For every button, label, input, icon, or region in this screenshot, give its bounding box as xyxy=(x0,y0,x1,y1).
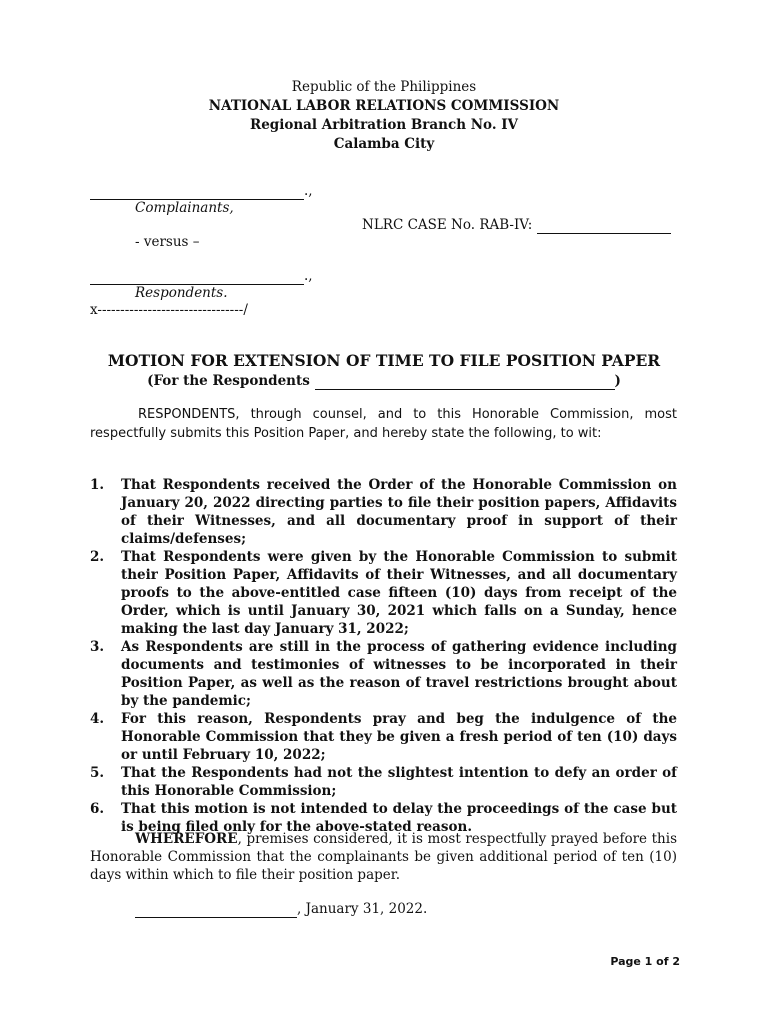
list-item xyxy=(90,548,677,638)
list-item-number: 1. xyxy=(90,477,105,493)
respondents-label: Respondents. xyxy=(135,285,228,301)
subtitle-prefix: (For the Respondents xyxy=(147,373,310,389)
list-item xyxy=(90,764,677,800)
wherefore-rest: , premises considered, it is most respectfully prayed before this Honorable Commission that the complainants be given additional period of ten (10) days within which to file their position paper. xyxy=(90,831,677,883)
list-item-number: 4. xyxy=(90,711,105,727)
header-republic: Republic of the Philippines xyxy=(291,79,477,95)
complainants-line xyxy=(90,182,313,200)
complainants-label: Complainants, xyxy=(135,200,234,216)
respondents-line xyxy=(90,267,313,285)
header-branch: Regional Arbitration Branch No. IV xyxy=(249,117,519,133)
case-number-blank xyxy=(537,219,671,234)
list-item-text: That Respondents were given by the Honorable Commission to submit their Position Paper, Affidavits of their Witnesses, and all documentary proofs to the above-entitled case fifteen (10) days from receipt of the Order, which is until January 30, 2021 which falls on a Sunday, hence making the last day January 31, 2022; xyxy=(121,549,677,637)
numbered-list xyxy=(90,476,677,836)
intro-paragraph: RESPONDENTS, through counsel, and to this Honorable Commission, most respectfully submits this Position Paper, and hereby state the following, to wit: xyxy=(90,407,677,441)
respondents-blank xyxy=(90,270,304,285)
dateline xyxy=(135,900,427,918)
case-number-label: NLRC CASE No. RAB-IV: xyxy=(362,217,533,233)
list-item xyxy=(90,638,677,710)
dateline-date: , January 31, 2022. xyxy=(297,901,428,917)
list-item-number: 3. xyxy=(90,639,105,655)
respondents-suffix: ., xyxy=(304,268,313,284)
motion-title: MOTION FOR EXTENSION OF TIME TO FILE POSITION PAPER xyxy=(107,351,661,370)
header-city: Calamba City xyxy=(333,136,435,152)
list-item-number: 5. xyxy=(90,765,105,781)
list-item-text: That Respondents received the Order of the Honorable Commission on January 20, 2022 directing parties to file their position papers, Affidavits of their Witnesses, and all documentary proof in support of their claims/defenses; xyxy=(121,477,677,547)
list-item-text: That the Respondents had not the slightest intention to defy an order of this Honorable Commission; xyxy=(121,765,677,799)
wherefore-paragraph xyxy=(90,830,677,884)
complainants-blank xyxy=(90,185,304,200)
document-header xyxy=(0,78,768,154)
list-item-text: As Respondents are still in the process of gathering evidence including documents and testimonies of witnesses to be incorporated in their Position Paper, as well as the reason of travel restrictions brought about by the pandemic; xyxy=(121,639,677,709)
header-commission: NATIONAL LABOR RELATIONS COMMISSION xyxy=(208,98,560,114)
list-item xyxy=(90,710,677,764)
complainants-suffix: ., xyxy=(304,183,313,199)
place-blank xyxy=(135,903,297,918)
list-item-text: That this motion is not intended to delay the proceedings of the case but is being filed only for the above-stated reason. xyxy=(121,801,677,835)
list-item xyxy=(90,476,677,548)
page-number: Page 1 of 2 xyxy=(610,955,680,968)
list-item-text: For this reason, Respondents pray and beg the indulgence of the Honorable Commission that they be given a fresh period of ten (10) days or until February 10, 2022; xyxy=(121,711,677,763)
list-item-number: 2. xyxy=(90,549,105,565)
wherefore-lead: WHEREFORE xyxy=(135,831,238,847)
caption-separator: x--------------------------------/ xyxy=(90,302,248,318)
subtitle-blank xyxy=(315,375,615,390)
case-number xyxy=(362,216,671,234)
list-item-number: 6. xyxy=(90,801,105,817)
versus-text: - versus – xyxy=(135,234,200,250)
subtitle-suffix: ) xyxy=(614,373,621,389)
motion-subtitle xyxy=(0,372,768,390)
